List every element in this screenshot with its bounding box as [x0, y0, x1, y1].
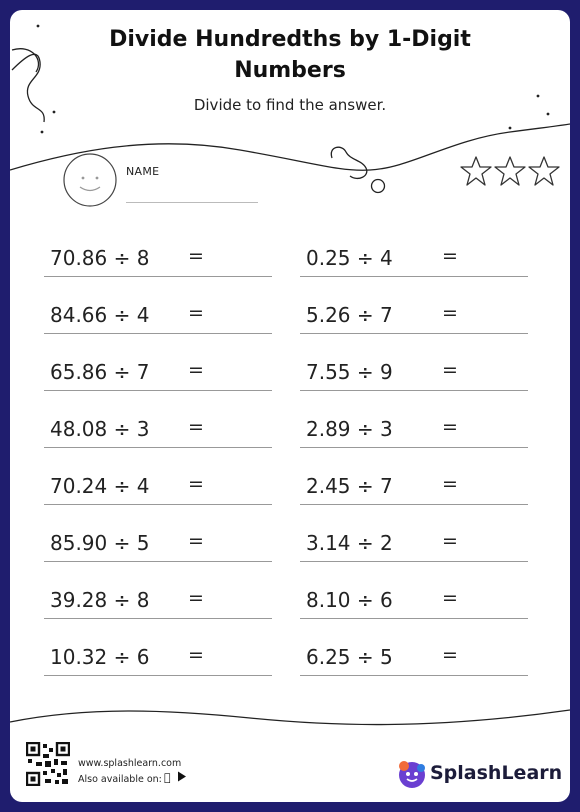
equals-sign: = — [188, 416, 204, 438]
equals-sign: = — [188, 587, 204, 609]
equals-sign: = — [442, 302, 458, 324]
equals-sign: = — [442, 359, 458, 381]
answer-line[interactable] — [44, 390, 272, 391]
problem-expression: 0.25 ÷ 4 — [306, 246, 393, 270]
problem-item — [50, 358, 272, 391]
problem-item — [306, 529, 528, 562]
equals-sign: = — [442, 245, 458, 267]
answer-line[interactable] — [300, 561, 528, 562]
answer-line[interactable] — [300, 504, 528, 505]
splashlearn-logo-icon — [396, 758, 428, 790]
answer-line[interactable] — [44, 333, 272, 334]
problem-expression: 85.90 ÷ 5 — [50, 531, 150, 555]
equals-sign: = — [442, 587, 458, 609]
problem-expression: 48.08 ÷ 3 — [50, 417, 150, 441]
problem-item — [306, 415, 528, 448]
worksheet-instruction: Divide to find the answer. — [193, 96, 387, 114]
problem-expression: 8.10 ÷ 6 — [306, 588, 393, 612]
answer-line[interactable] — [300, 333, 528, 334]
problem-grid — [10, 10, 570, 802]
equals-sign: = — [188, 644, 204, 666]
qr-code-icon — [26, 742, 70, 786]
answer-line[interactable] — [44, 618, 272, 619]
problem-expression: 2.45 ÷ 7 — [306, 474, 393, 498]
problem-item — [306, 244, 528, 277]
answer-line[interactable] — [300, 447, 528, 448]
equals-sign: = — [442, 473, 458, 495]
problem-item — [306, 643, 528, 676]
answer-line[interactable] — [44, 504, 272, 505]
brand-name: SplashLearn — [430, 762, 563, 784]
problem-expression: 70.24 ÷ 4 — [50, 474, 150, 498]
problem-expression: 84.66 ÷ 4 — [50, 303, 150, 327]
equals-sign: = — [188, 359, 204, 381]
answer-line[interactable] — [44, 276, 272, 277]
problem-item — [50, 415, 272, 448]
answer-line[interactable] — [300, 390, 528, 391]
equals-sign: = — [442, 416, 458, 438]
problem-item — [50, 472, 272, 505]
footer-available-text: Also available on: — [78, 774, 162, 785]
equals-sign: = — [442, 530, 458, 552]
problem-item — [50, 529, 272, 562]
problem-item — [306, 301, 528, 334]
play-store-icon[interactable] — [177, 771, 187, 782]
answer-line[interactable] — [300, 675, 528, 676]
problem-item — [306, 472, 528, 505]
problem-expression: 5.26 ÷ 7 — [306, 303, 393, 327]
problem-item — [50, 586, 272, 619]
app-store-icons — [164, 771, 187, 784]
problem-item — [306, 358, 528, 391]
answer-line[interactable] — [300, 618, 528, 619]
footer-url[interactable]: www.splashlearn.com — [78, 758, 182, 769]
problem-item — [50, 244, 272, 277]
name-label: NAME — [126, 165, 160, 178]
answer-line[interactable] — [44, 675, 272, 676]
problem-expression: 65.86 ÷ 7 — [50, 360, 150, 384]
problem-item — [50, 301, 272, 334]
answer-line[interactable] — [44, 447, 272, 448]
problem-expression: 2.89 ÷ 3 — [306, 417, 393, 441]
equals-sign: = — [188, 530, 204, 552]
worksheet-page — [10, 10, 570, 802]
problem-item — [306, 586, 528, 619]
problem-item — [50, 643, 272, 676]
worksheet-title: Divide Hundredths by 1-Digit Numbers — [109, 27, 471, 83]
problem-expression: 39.28 ÷ 8 — [50, 588, 150, 612]
problem-expression: 7.55 ÷ 9 — [306, 360, 393, 384]
problem-expression: 6.25 ÷ 5 — [306, 645, 393, 669]
equals-sign: = — [442, 644, 458, 666]
answer-line[interactable] — [44, 561, 272, 562]
problem-expression: 70.86 ÷ 8 — [50, 246, 150, 270]
equals-sign: = — [188, 302, 204, 324]
equals-sign: = — [188, 473, 204, 495]
problem-expression: 3.14 ÷ 2 — [306, 531, 393, 555]
problem-expression: 10.32 ÷ 6 — [50, 645, 150, 669]
answer-line[interactable] — [300, 276, 528, 277]
apple-icon[interactable] — [164, 771, 171, 784]
equals-sign: = — [188, 245, 204, 267]
